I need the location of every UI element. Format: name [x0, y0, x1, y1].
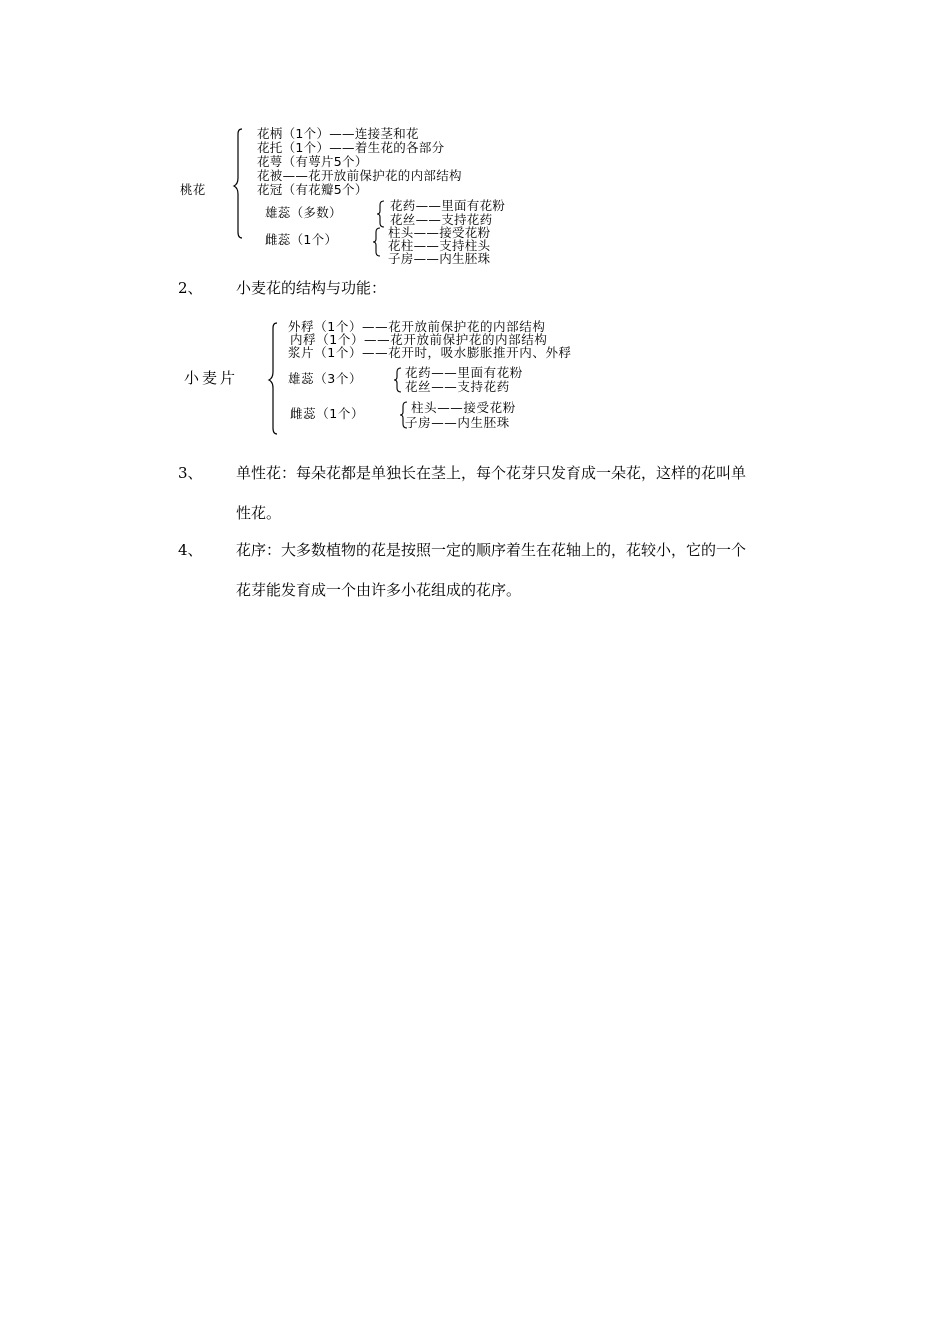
- peach-stamen-brace: [376, 200, 386, 228]
- wheat-pistil-ovary: 子房——内生胚珠: [405, 415, 510, 430]
- wheat-item-palea: 内稃（1个）——花开放前保护花的内部结构: [290, 332, 548, 347]
- wheat-stamen-anther: 花药——里面有花粉: [405, 365, 523, 380]
- peach-stamen-anther: 花药——里面有花粉: [390, 198, 506, 213]
- peach-main-brace: [233, 128, 253, 240]
- peach-pistil-brace: [372, 227, 382, 257]
- peach-item-perianth: 花被——花开放前保护花的内部结构: [257, 168, 462, 183]
- peach-pistil-style: 花柱——支持柱头: [388, 238, 491, 253]
- section-4-line-2: 花芽能发育成一个由许多小花组成的花序。: [236, 581, 522, 599]
- wheat-item-lodicule: 浆片（1个）——花开时，吸水膨胀推开内、外稃: [288, 345, 572, 360]
- wheat-main-brace: [268, 322, 288, 436]
- section-3-line-2: 性花。: [236, 504, 282, 522]
- section-2-number: 2、: [178, 279, 203, 297]
- peach-item-calyx: 花萼（有萼片5个）: [257, 154, 368, 169]
- section-3-line-1: 单性花：每朵花都是单独长在茎上，每个花芽只发育成一朵花，这样的花叫单: [236, 464, 747, 482]
- peach-stamen-label: 雄蕊（多数）: [265, 205, 342, 220]
- peach-pistil-ovary: 子房——内生胚珠: [388, 251, 491, 266]
- wheat-item-lemma: 外稃（1个）——花开放前保护花的内部结构: [288, 319, 546, 334]
- peach-item-pedicel: 花柄（1个）——连接茎和花: [257, 126, 419, 141]
- wheat-root-label: 小麦片: [184, 369, 239, 387]
- wheat-stamen-label: 雄蕊（3个）: [288, 371, 363, 386]
- wheat-stamen-brace: [393, 367, 403, 393]
- section-2-heading: 小麦花的结构与功能：: [236, 279, 387, 297]
- peach-pistil-label: 雌蕊（1个）: [265, 232, 338, 247]
- section-4-number: 4、: [178, 541, 203, 559]
- peach-pistil-stigma: 柱头——接受花粉: [388, 225, 491, 240]
- wheat-pistil-stigma: 柱头——接受花粉: [411, 400, 516, 415]
- peach-item-corolla: 花冠（有花瓣5个）: [257, 182, 368, 197]
- peach-root-label: 桃花: [180, 182, 206, 197]
- section-3-number: 3、: [178, 464, 203, 482]
- wheat-pistil-label: 雌蕊（1个）: [290, 406, 365, 421]
- peach-item-receptacle: 花托（1个）——着生花的各部分: [257, 140, 445, 155]
- peach-stamen-filament: 花丝——支持花药: [390, 212, 493, 227]
- wheat-stamen-filament: 花丝——支持花药: [405, 379, 510, 394]
- section-4-line-1: 花序：大多数植物的花是按照一定的顺序着生在花轴上的，花较小，它的一个: [236, 541, 747, 559]
